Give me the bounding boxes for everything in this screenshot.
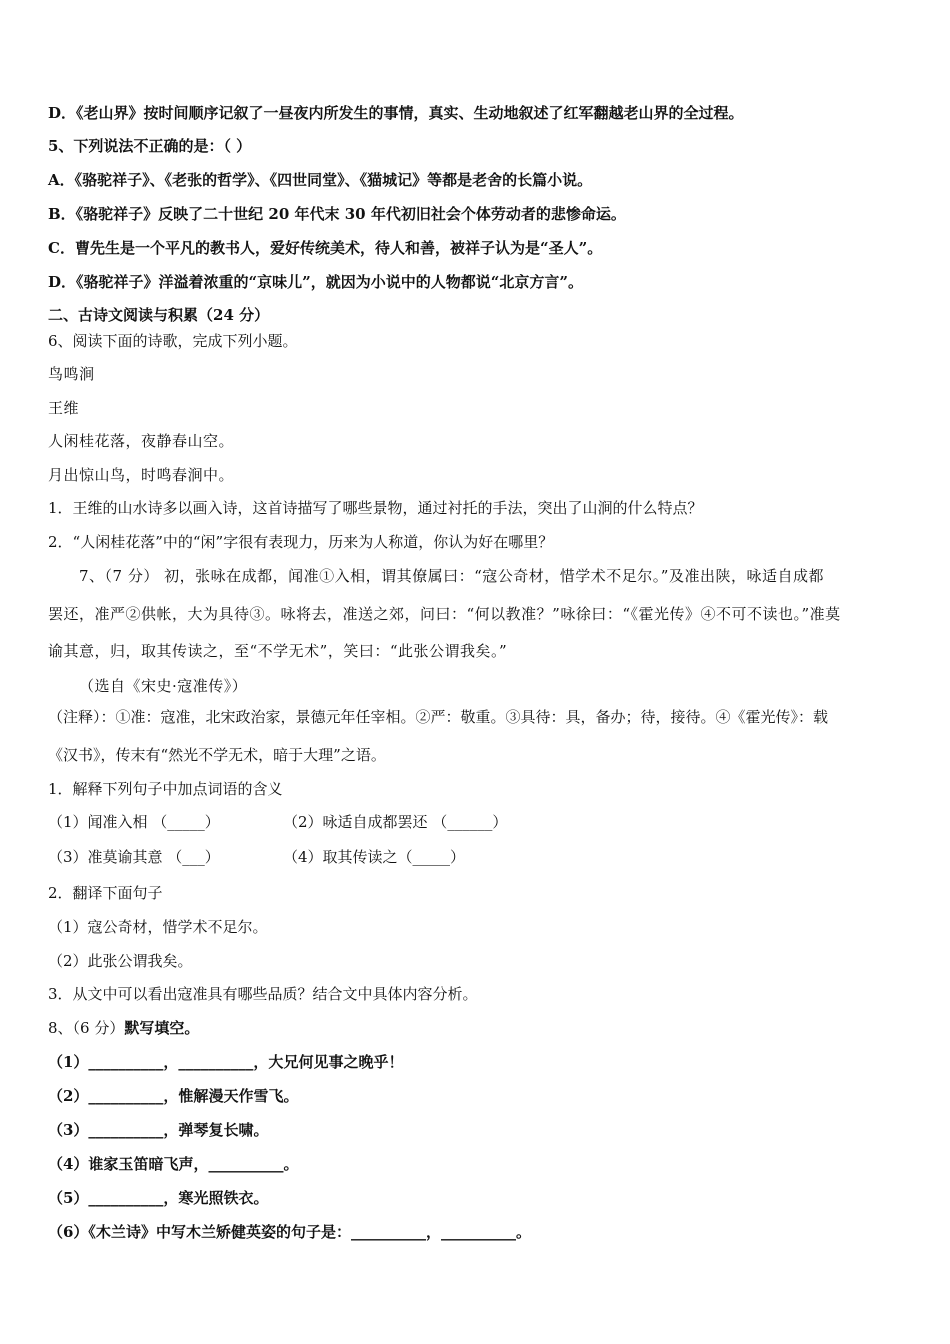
q7-sub1-item-2: （2）咏适自成都罢还 （______） [283,813,508,831]
poem-author: 王维 [48,399,80,417]
q7-notes-line-1: （注释）：①准：寇准，北宋政治家，景德元年任宰相。②严：敬重。③具待：具，备办；待，接待。④《霍光传》：载 [48,708,829,726]
q7-passage-line-2: 罢还，准严②供帐，大为具待③。咏将去，准送之郊，问曰：“何以教准？”咏徐曰：“《霍光传》④不可不读也。”准莫 [48,605,841,623]
q8-item-5: （5）__________，寒光照铁衣。 [48,1189,269,1207]
q6-stem: 6、阅读下面的诗歌，完成下列小题。 [48,332,298,350]
q7-sub2-item-1: （1）寇公奇材，惜学术不足尔。 [48,918,268,936]
q8-stem [48,1018,199,1038]
q8-item-2: （2）__________，惟解漫天作雪飞。 [48,1087,299,1105]
q7-sub1-title: 1．解释下列句子中加点词语的含义 [48,780,283,798]
q7-sub2-item-2: （2）此张公谓我矣。 [48,952,193,970]
poem-title: 鸟鸣涧 [48,365,95,383]
q8-item-3: （3）__________，弹琴复长啸。 [48,1121,269,1139]
q7-sub1-item-4: （4）取其传读之（_____） [283,848,466,866]
q8-stem-prefix: 8、（6 分） [48,1019,125,1037]
q4-option-d: D．《老山界》按时间顺序记叙了一昼夜内所发生的事情，真实、生动地叙述了红军翻越老山界的全过程。 [48,104,744,122]
q5-stem: 5、下列说法不正确的是：（ ） [48,137,252,155]
q7-passage-line-3: 谕其意，归，取其传读之，至“不学无术”，笑曰：“此张公谓我矣。” [48,642,508,660]
q6-sub-1: 1．王维的山水诗多以画入诗，这首诗描写了哪些景物，通过衬托的手法，突出了山涧的什么特点？ [48,499,703,517]
poem-line-1: 人闲桂花落，夜静春山空。 [48,432,235,450]
q5-option-a: A．《骆驼祥子》、《老张的哲学》、《四世同堂》、《猫城记》等都是老舍的长篇小说。 [48,171,593,189]
q5-option-b: B．《骆驼祥子》反映了二十世纪 20 年代末 30 年代初旧社会个体劳动者的悲惨命运。 [48,205,626,223]
q7-sub3: 3．从文中可以看出寇准具有哪些品质？结合文中具体内容分析。 [48,985,478,1003]
q8-item-1: （1）__________，__________，大兄何见事之晚乎！ [48,1053,404,1071]
q6-sub-2: 2．“人闲桂花落”中的“闲”字很有表现力，历来为人称道，你认为好在哪里？ [48,533,554,551]
q7-sub1-item-3: （3）准莫谕其意 （___） [48,848,220,866]
q7-sub2-title: 2．翻译下面句子 [48,884,163,902]
q8-item-4: （4）谁家玉笛暗飞声，__________。 [48,1155,299,1173]
section-title: 二、古诗文阅读与积累（24 分） [48,306,270,324]
q8-stem-bold: 默写填空。 [124,1019,200,1037]
q7-sub1-item-1: （1）闻准入相 （_____） [48,813,220,831]
q8-item-6: （6）《木兰诗》中写木兰矫健英姿的句子是：__________，__________。 [48,1223,531,1241]
q7-passage-line-1: 7、（7 分） 初，张咏在成都，闻准①入相，谓其僚属曰：“寇公奇材，惜学术不足尔。”及准出陕，咏适自成都 [79,567,824,585]
poem-line-2: 月出惊山鸟，时鸣春涧中。 [48,466,235,484]
q7-notes-line-2: 《汉书》，传末有“然光不学无术，暗于大理”之语。 [48,746,386,764]
q5-option-d: D．《骆驼祥子》洋溢着浓重的“京味儿”，就因为小说中的人物都说“北京方言”。 [48,273,584,291]
q5-option-c: C．曹先生是一个平凡的教书人，爱好传统美术，待人和善，被祥子认为是“圣人”。 [48,239,603,257]
q7-source: （选自《宋史·寇准传》） [79,677,248,695]
